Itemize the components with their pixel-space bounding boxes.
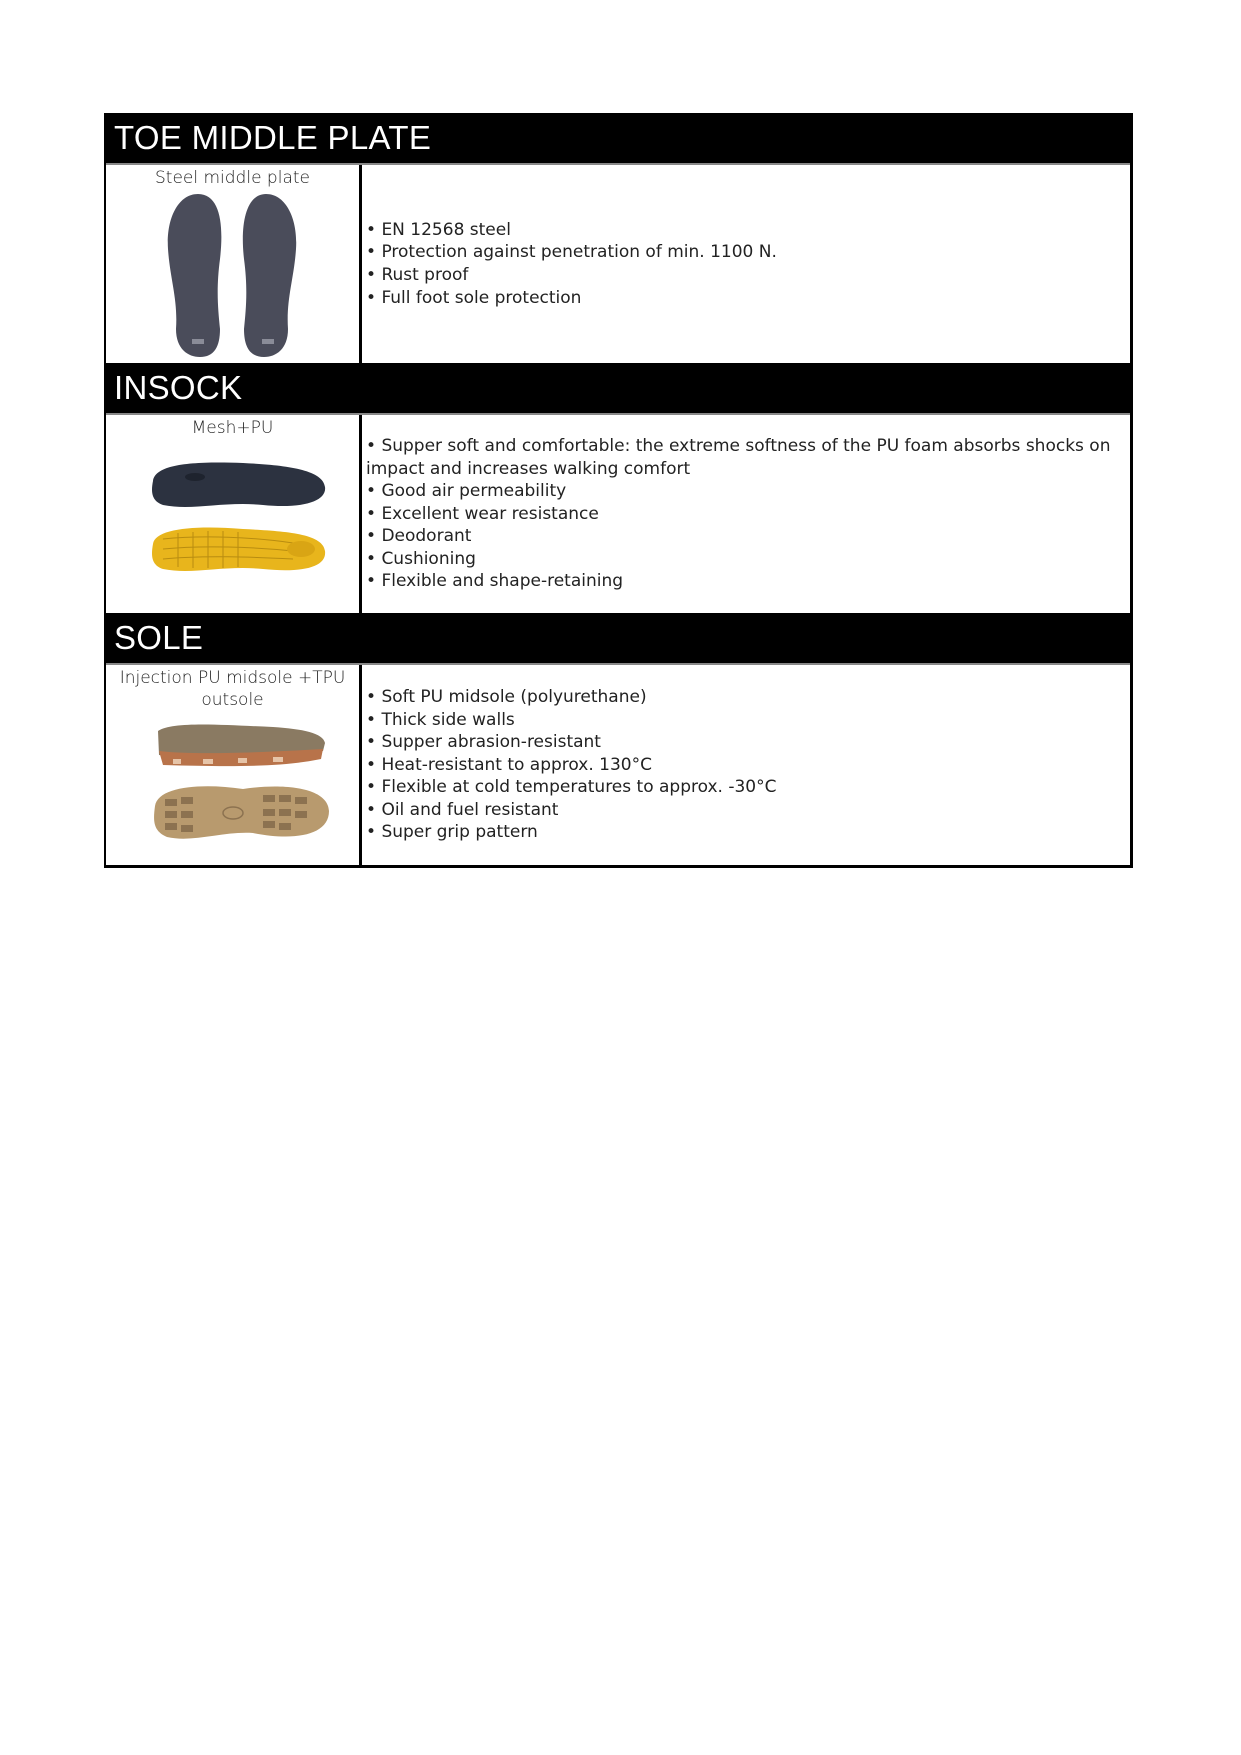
feature-item: • Heat-resistant to approx. 130°C: [366, 754, 1126, 777]
feature-list: [366, 686, 1126, 844]
feature-item: • Deodorant: [366, 525, 1126, 548]
feature-item: • EN 12568 steel: [366, 219, 1126, 242]
feature-item: • Supper soft and comfortable: the extreme softness of the PU foam absorbs shocks on impact and increases walking comfort: [366, 435, 1126, 480]
section-header-insock: INSOCK: [106, 363, 1130, 413]
feature-item: • Flexible at cold temperatures to approx. -30°C: [366, 776, 1126, 799]
section-row-toe-middle-plate: [106, 163, 1130, 363]
features-cell: [362, 165, 1130, 363]
image-cell: [106, 165, 362, 363]
feature-item: • Soft PU midsole (polyurethane): [366, 686, 1126, 709]
section-header-sole: SOLE: [106, 613, 1130, 663]
section-row-insock: [106, 413, 1130, 613]
component-caption: Injection PU midsole +TPU outsole: [119, 668, 346, 710]
image-cell: [106, 415, 362, 613]
spec-table: [104, 113, 1133, 868]
feature-item: • Super grip pattern: [366, 821, 1126, 844]
feature-item: • Rust proof: [366, 264, 1126, 287]
feature-item: • Protection against penetration of min. 1100 N.: [366, 241, 1126, 264]
feature-item: • Full foot sole protection: [366, 287, 1126, 310]
mesh-pu-insock-image: [110, 439, 355, 599]
feature-item: • Excellent wear resistance: [366, 503, 1126, 526]
feature-item: • Oil and fuel resistant: [366, 799, 1126, 822]
feature-item: • Thick side walls: [366, 709, 1126, 732]
pu-tpu-sole-image: [110, 711, 355, 851]
component-caption: Steel middle plate: [154, 168, 310, 188]
feature-item: • Supper abrasion-resistant: [366, 731, 1126, 754]
features-cell: [362, 415, 1130, 613]
feature-item: • Flexible and shape-retaining: [366, 570, 1126, 593]
section-row-sole: [106, 663, 1130, 865]
steel-middle-plate-insoles-image: [110, 189, 355, 359]
feature-list: [366, 219, 1126, 309]
component-caption: Mesh+PU: [191, 418, 274, 438]
features-cell: [362, 665, 1130, 865]
feature-item: • Cushioning: [366, 548, 1126, 571]
feature-item: • Good air permeability: [366, 480, 1126, 503]
image-cell: [106, 665, 362, 865]
section-header-toe-middle-plate: TOE MIDDLE PLATE: [106, 113, 1130, 163]
feature-list: [366, 435, 1126, 593]
